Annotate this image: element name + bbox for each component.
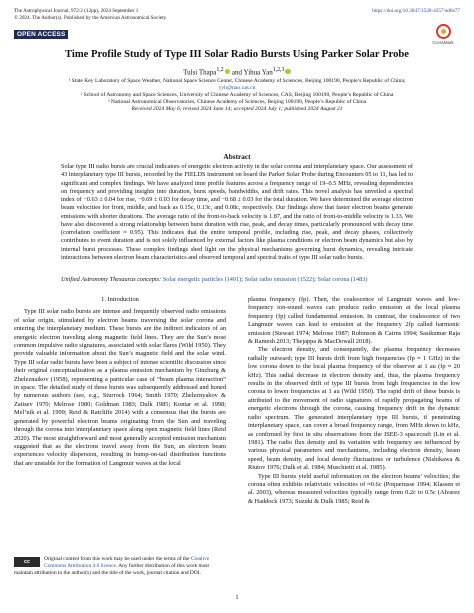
crossmark-icon <box>436 24 451 39</box>
author-affil-sup: 1,2,3 <box>272 67 285 73</box>
license-link[interactable]: Creative Commons Attribution 4.0 licence <box>44 556 210 569</box>
paper-title: Time Profile Study of Type III Solar Radio Bursts Using Parker Solar Probe <box>65 49 409 60</box>
affiliations <box>30 78 444 113</box>
body-paragraph: The electron density, and consequently, the plasma frequency decreases radially outward; type III bursts drift from high frequencies (fp ≈ 1 GHz) in the low corona down to the local plasma frequency of the observer at 1 au (fp ≈ 20 kHz). This radial decrease in electron density and, thus, the plasma frequency results in the observed drift of type III bursts from high frequencies in the low corona to lower frequencies at 1 au (Wild 1950). The rapid drift of these bursts is attributed to the movement of radio signatures of rapidly propagating beams of energetic electrons through the corona, causing frequency drift in the dynamic radio spectrum. The generated interplanetary type III bursts, if penetrating interplanetary space, can cover a broad frequency range, from MHz down to kHz, as confirmed by first in situ observations from the ISEE-3 spacecraft (Lin et al. 1981). The radio flux density and its variation with frequency are influenced by various physical parameters and mechanisms, including electron density, beam speed, beam density, and local density fluctuations or turbulence (Nishikawa & Riutov 1976; Dulk et al. 1984; Muschietti et al. 1985). <box>248 346 460 472</box>
body-paragraph: Type III bursts yield useful information on the electron beams’ velocities; the corona often exhibits relativistic velocities of ≈0.6c (Poquerusse 1994; Klassen et al. 2003), whereas measured velocities typically range from 0.2c to 0.5c (Alvarez & Haddock 1973; Suzuki & Dulk 1985; Reid & <box>248 472 460 505</box>
cc-by-icon: cc <box>14 557 40 567</box>
author-name: Tulsi Thapa <box>183 68 217 77</box>
body-paragraph: plasma frequency (fp). Then, the coalescence of Langmuir waves and low-frequency ion-sound waves can produce radio emission at the local plasma frequency (fp) called fundamental emission. In contrast, the coalescence of two Langmuir waves can lead to emission at the frequency 2fp called harmonic emission (Stewart 1974; Melrose 1987; Robinson & Cairns 1994; Sasikumar Raja & Ramesh 2013; Thejappa & MacDowall 2018). <box>248 296 460 346</box>
keyword-link[interactable]: Solar energetic particles (1491) <box>162 276 242 283</box>
license-text: Original content from this work may be used under the terms of the <box>44 556 190 562</box>
left-column <box>14 296 226 468</box>
running-header <box>14 8 460 21</box>
corresponding-email[interactable]: yyh@nao.cas.cn <box>218 85 256 92</box>
doi-link[interactable]: https://doi.org/10.3847/1538-4357/ad6e77 <box>372 8 460 14</box>
right-column <box>248 296 460 506</box>
abstract-text: Solar type III radio bursts are crucial indicators of energetic electron activity in the solar corona and interplanetary space. Our assessment of 43 interplanetary type III bursts, recorded by the FIELDS instrument on board the Parker Solar Probe during Encounters 05 to 11, has led to significant and complex findings. We have analyzed time profile features across a frequency range of 19–0.5 MHz, revealing dependencies on frequency and providing insights into duration, burst speeds, bandwidths, and drift rates. This novel analysis has unveiled a spectral index of −0.63 ± 0.04 for rise, −0.69 ± 0.03 for decay time, and −0.68 ± 0.03 for the total duration. We have determined the average electron beam velocities for front, middle, and back as 0.15c, 0.13c, and 0.08c, respectively. Our findings show that faster electron beams generate emissions with shorter durations. The average ratio of the front-to-back velocity is 1.87, and the ratio of front-to-middle velocity is 1.33. We have also discovered a strong relationship between burst duration with rise, peak, and decay times, particularly pronounced with decay time (correlation coefficient ≈ 0.95). This indicates that the entire temporal profile, including rise, peak, and decay phases, collectively contributes to event duration and is not solely influenced by external factors like plasma conditions or electron beam dynamics but also by internal burst processes. These complex findings shed light on the physical mechanisms governing burst dynamics, revealing intricate interactions between electron beam characteristics and observed temporal and spectral traits of type III solar radio bursts. <box>61 163 413 261</box>
keywords: Unified Astronomy Thesaurus concepts: Solar energetic particles (1491); Solar radio emission (1522); Solar corona (1483) <box>61 276 368 283</box>
orcid-icon[interactable] <box>285 69 291 75</box>
crossmark-label: CrossMark <box>432 40 454 45</box>
keyword-link[interactable]: Solar corona (1483) <box>317 276 368 283</box>
received-dates: Received 2024 May 6; revised 2024 June 14; accepted 2024 July 1; published 2024 August 21 <box>131 106 343 113</box>
abstract-heading: Abstract <box>223 152 251 161</box>
page-number: 1 <box>235 594 239 601</box>
open-access-badge: OPEN ACCESS <box>14 30 68 39</box>
crossmark-button[interactable] <box>430 24 456 45</box>
license-footnote <box>14 556 226 576</box>
author-name: Yihua Yan <box>243 68 273 77</box>
affiliation-line: ² School of Astronomy and Space Sciences, University of Chinese Academy of Sciences, CAS, Beijing 100190, People’s Republic of China <box>80 92 394 99</box>
affiliation-line: ³ National Astronomical Observatories, Chinese Academy of Sciences, Beijing 100190, People’s Republic of China <box>107 99 367 106</box>
copyright-line: © 2024. The Author(s). Published by the American Astronomical Society. <box>14 14 168 21</box>
author-affil-sup: 1,2 <box>216 67 224 73</box>
author-list: Tulsi Thapa$^{1,2}$ and Yihua Yan$^{1,2,3}$ <box>0 67 474 76</box>
body-paragraph: Type III solar radio bursts are intense and frequently observed radio emissions of solar origin, stimulated by electron beams traversing the solar corona and entering the interplanetary medium. These bursts are the indirect indicators of an energetic electron traveling along magnetic field lines. They are the Sun’s most common impulsive radio signatures, associated with solar flares (Wild 1950). They provide valuable information about the Sun’s magnetic field and the solar wind. Type III solar radio bursts have been a subject of intense scientific discussion since their original conceptualization as a plasma emission mechanism by Ginzburg & Zheleznaikov (1958), representing a particular case of “beam plasma interaction” in space. The detailed study of these bursts was subsequently addressed and honed by numerous authors (see, e.g., Sturrock 1964; Smith 1970; Zheleznyakov & Zaitsev 1970; Melrose 1980; Goldman 1983; Dulk 1985; Kontar et al. 1998; Mel’nik et al. 1999; Reid & Ratcliffe 2014) with a consensus that the bursts are generated by powerful electron beams originating from the Sun and traveling through the corona into interplanetary space along open magnetic field lines (Reid 2020). The most straightforward and most generally accepted emission mechanism suggested that as the electrons travel away from the Sun, an electron beam experiences velocity dispersion, resulting in bump-on-tail distribution functions that are unstable for the formation of Langmuir waves at the local <box>14 308 226 467</box>
keywords-heading: Unified Astronomy Thesaurus concepts: <box>61 276 162 283</box>
license-text: . Any further distribution of this work must maintain attribution to the author(s) and the title of the work, journal citation and DOI. <box>14 562 210 576</box>
orcid-icon[interactable] <box>225 69 231 75</box>
journal-citation: The Astrophysical Journal, 972:2 (12pp), 2024 September 1 <box>14 8 139 14</box>
keyword-link[interactable]: Solar radio emission (1522) <box>244 276 315 283</box>
section-heading: 1. Introduction <box>101 296 139 303</box>
affiliation-line: ¹ State Key Laboratory of Space Weather, National Space Science Center, Chinese Academy of Sciences, Beijing 100190, People’s Republic of China; <box>68 78 406 84</box>
